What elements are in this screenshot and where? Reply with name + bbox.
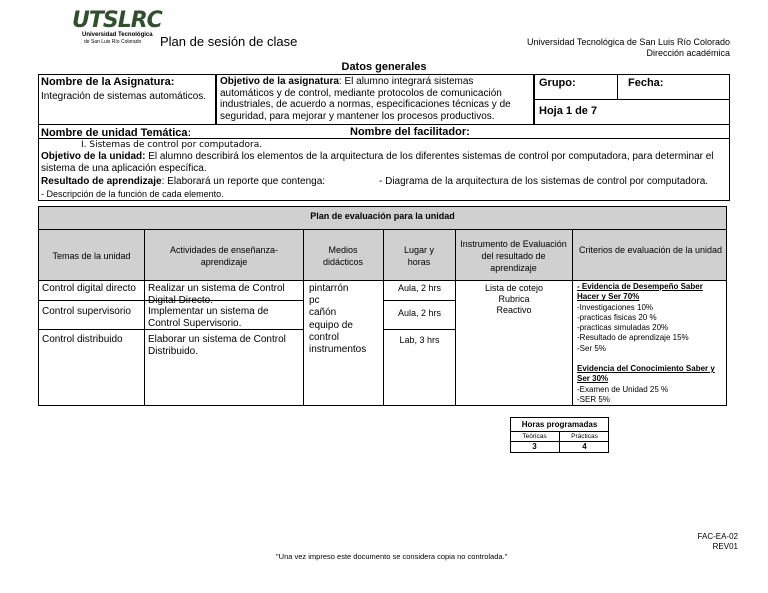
column-header-topics: Temas de la unidad <box>52 251 131 261</box>
media-item: control <box>309 331 340 343</box>
subject-value: Integración de sistemas automáticos. <box>41 91 207 102</box>
column-header-criteria: Criterios de evaluación de la unidad <box>578 245 723 255</box>
place-3: Lab, 3 hrs <box>399 335 440 345</box>
form-code: FAC-EA-02 <box>697 532 738 541</box>
criteria-item: -Resultado de aprendizaje 15% <box>577 333 689 343</box>
place-2: Aula, 2 hrs <box>397 308 442 318</box>
objective-text-block <box>220 76 520 122</box>
subject-label: Nombre de la Asignatura: <box>41 76 175 88</box>
learning-result <box>41 176 325 187</box>
activity-2: Implementar un sistema de Control Supervisorio. <box>148 306 269 329</box>
sheet-label: Hoja 1 de 7 <box>539 105 598 117</box>
learning-result-label: Resultado de aprendizaje <box>41 176 162 187</box>
media-item: equipo de <box>309 319 353 331</box>
date-box <box>617 74 730 100</box>
logo-mark: UTSLRC <box>72 8 162 33</box>
learning-result-text: : Elaborará un reporte que contenga: <box>161 176 326 187</box>
criteria-title-performance: - Evidencia de Desempeño Saber Hacer y Ser 70% <box>577 282 703 302</box>
criteria-item: -Examen de Unidad 25 % <box>577 384 669 394</box>
footer-notice: "Una vez impreso este documento se considera copia no controlada." <box>276 552 508 561</box>
criteria-item: -Ser 5% <box>577 343 606 353</box>
media-list <box>309 283 366 356</box>
topic-3: Control distribuido <box>42 334 123 345</box>
place-1: Aula, 2 hrs <box>397 283 442 293</box>
media-item: pintarrón <box>309 283 349 294</box>
criteria-item: -practicas simuladas 20% <box>577 323 669 333</box>
activity-3: Elaborar un sistema de Control Distribuido. <box>148 334 286 357</box>
logo <box>72 10 162 50</box>
unit-objective <box>41 151 727 175</box>
logo-subtitle-1: Universidad Tecnológica <box>82 32 153 38</box>
objective-label: Objetivo de la asignatura <box>220 76 339 87</box>
criteria-block <box>577 282 723 405</box>
hours-heading: Horas programadas <box>521 420 598 429</box>
criteria-item: -SER 5% <box>577 394 610 404</box>
sheet-box <box>534 99 730 125</box>
instrument-item: Reactivo <box>496 305 532 315</box>
group-box <box>534 74 618 100</box>
document-title: Plan de sesión de clase <box>160 34 298 49</box>
unit-label: Nombre de unidad Temática <box>41 127 188 139</box>
criteria-item: -Investigaciones 10% <box>577 302 654 312</box>
department-name: Dirección académica <box>646 48 730 58</box>
media-item: pc <box>309 295 320 307</box>
form-revision: REV01 <box>712 542 738 551</box>
date-label: Fecha: <box>628 77 664 89</box>
logo-subtitle-2: de San Luis Río Colorado <box>84 39 142 45</box>
unit-objective-text: El alumno describirá los elementos de la arquitectura de los diferentes sistemas de control por computadora, para determinar el sistema de una aplicación específica. <box>41 151 714 174</box>
instrument-item: Lista de cotejo <box>484 283 544 293</box>
instrument-item: Rubrica <box>498 294 530 304</box>
column-header-place: Lugar y horas <box>403 245 435 267</box>
criteria-title-knowledge: Evidencia del Conocimiento Saber y Ser 30% <box>577 364 715 384</box>
unit-value: I. Sistemas de control por computadora. <box>81 140 263 150</box>
column-header-instrument: Instrumento de Evaluación del resultado de aprendizaje <box>460 239 567 273</box>
media-item: instrumentos <box>309 344 367 356</box>
column-header-media: Medios didácticos <box>322 245 364 267</box>
evaluation-plan-heading: Plan de evaluación para la unidad <box>310 211 455 221</box>
learning-result-item-1: - Diagrama de la arquitectura de los sistemas de control por computadora. <box>379 176 709 187</box>
group-label: Grupo: <box>539 77 576 89</box>
objective-box <box>216 74 534 125</box>
column-header-activities: Actividades de enseñanza-aprendizaje <box>169 245 279 267</box>
unit-colon: : <box>187 126 192 139</box>
learning-result-item-2: - Descripción de la función de cada elemento. <box>41 189 224 199</box>
practice-hours: 4 <box>582 442 587 451</box>
activity-1: Realizar un sistema de Control Digital Directo. <box>148 283 285 306</box>
unit-box <box>38 124 730 201</box>
subject-box <box>38 74 216 125</box>
topic-1: Control digital directo <box>42 283 136 294</box>
objective-text: : El alumno integrará sistemas automáticos y de control, mediante protocolos de comunicación industriales, de acuerdo a normas, especificaciones técnicas y de seguridad, para mejorar y mantener los procesos productivos. <box>220 76 511 122</box>
theory-label: Teóricas <box>522 433 547 440</box>
practice-label: Prácticas <box>571 433 598 440</box>
facilitator-label: Nombre del facilitador: <box>350 126 470 138</box>
instrument-list <box>456 283 572 316</box>
topic-2: Control supervisorio <box>42 306 131 317</box>
general-data-heading: Datos generales <box>341 61 427 73</box>
criteria-item: -practicas fisicas 20 % <box>577 312 657 322</box>
theory-hours: 3 <box>532 442 537 451</box>
unit-objective-label: Objetivo de la unidad: <box>41 151 146 162</box>
media-item: cañón <box>309 307 337 319</box>
university-name: Universidad Tecnológica de San Luis Río Colorado <box>527 37 730 47</box>
